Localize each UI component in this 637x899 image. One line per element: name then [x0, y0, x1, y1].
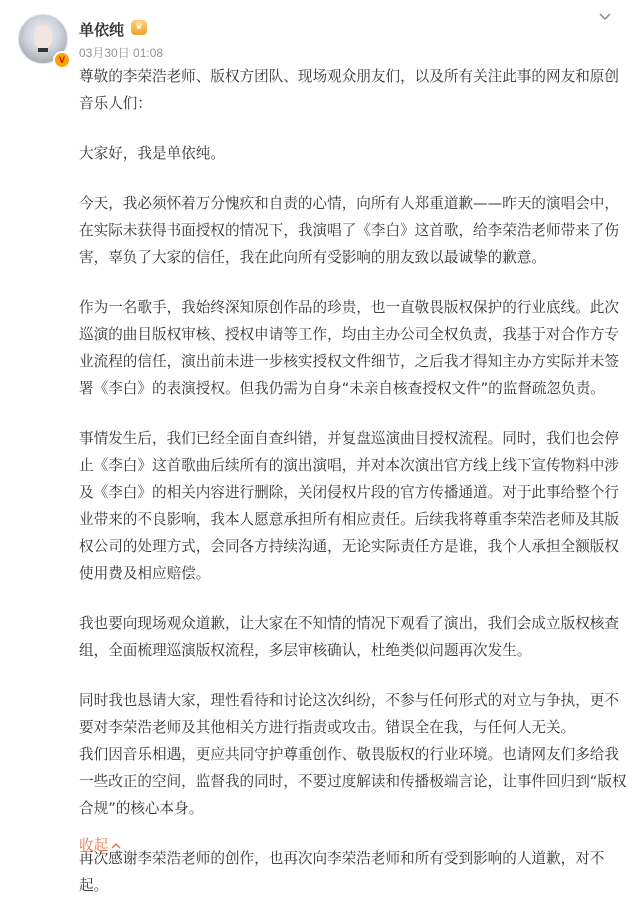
post-paragraph: 再次感谢李荣浩老师的创作，也再次向李荣浩老师和所有受到影响的人道歉，对不起。: [79, 850, 605, 894]
post-timestamp[interactable]: 03月30日 01:08: [79, 46, 164, 60]
vip-crown-icon: ♛: [131, 20, 147, 35]
more-options-chevron-down-icon[interactable]: [597, 9, 613, 25]
post-paragraph: 大家好，我是单依纯。: [79, 145, 225, 162]
post-paragraph: 同时我也恳请大家，理性看待和讨论这次纠纷，不参与任何形式的对立与争执，更不要对李荣浩老师及其他相关方进行指责或攻击。错误全在我，与任何人无关。: [79, 692, 619, 736]
post-paragraph: 作为一名歌手，我始终深知原创作品的珍贵，也一直敬畏版权保护的行业底线。此次巡演的曲目版权审核、授权申请等工作，均由主办公司全权负责，我基于对合作方专业流程的信任，演出前未进一步核实授权文件细节，之后我才得知主办方实际并未签署《李白》的表演授权。但我仍需为自身“未亲自核查授权文件”的监督疏忽负责。: [79, 299, 619, 397]
verified-badge-icon: V: [53, 51, 71, 69]
collapse-label: 收起: [79, 837, 109, 854]
post-paragraph: 我们因音乐相遇，更应共同守护尊重创作、敬畏版权的行业环境。也请网友们多给我一些改正的空间，监督我的同时，不要过度解读和传播极端言论，让事件回归到“版权合规”的核心本身。: [79, 746, 627, 817]
post-content: [79, 63, 627, 899]
user-name[interactable]: 单依纯: [79, 21, 125, 39]
chevron-up-icon: [110, 840, 122, 852]
avatar-face: [34, 25, 52, 49]
post-paragraph: 事情发生后，我们已经全面自查纠错，并复盘巡演曲目授权流程。同时，我们也会停止《李白》这首歌曲后续所有的演出演唱，并对本次演出官方线上线下宣传物料中涉及《李白》的相关内容进行删除，关闭侵权片段的官方传播通道。对于此事给整个行业带来的不良影响，我本人愿意承担所有相应责任。后续我将尊重李荣浩老师及其版权公司的处理方式，会同各方持续沟通，无论实际责任方是谁，我个人承担全额版权使用费及相应赔偿。: [79, 430, 619, 582]
avatar-choker: [38, 48, 48, 52]
post-paragraph: 我也要向现场观众道歉，让大家在不知情的情况下观看了演出，我们会成立版权核查组，全面梳理巡演版权流程，多层审核确认，杜绝类似问题再次发生。: [79, 615, 619, 659]
post-paragraph: 尊敬的李荣浩老师、版权方团队、现场观众朋友们，以及所有关注此事的网友和原创音乐人们：: [79, 68, 619, 112]
post-paragraph: 今天，我必须怀着万分愧疚和自责的心情，向所有人郑重道歉——昨天的演唱会中，在实际未获得书面授权的情况下，我演唱了《李白》这首歌，给李荣浩老师带来了伤害，辜负了大家的信任，我在此向所有受影响的朋友致以最诚挚的歉意。: [79, 195, 619, 266]
collapse-button[interactable]: [79, 836, 122, 856]
